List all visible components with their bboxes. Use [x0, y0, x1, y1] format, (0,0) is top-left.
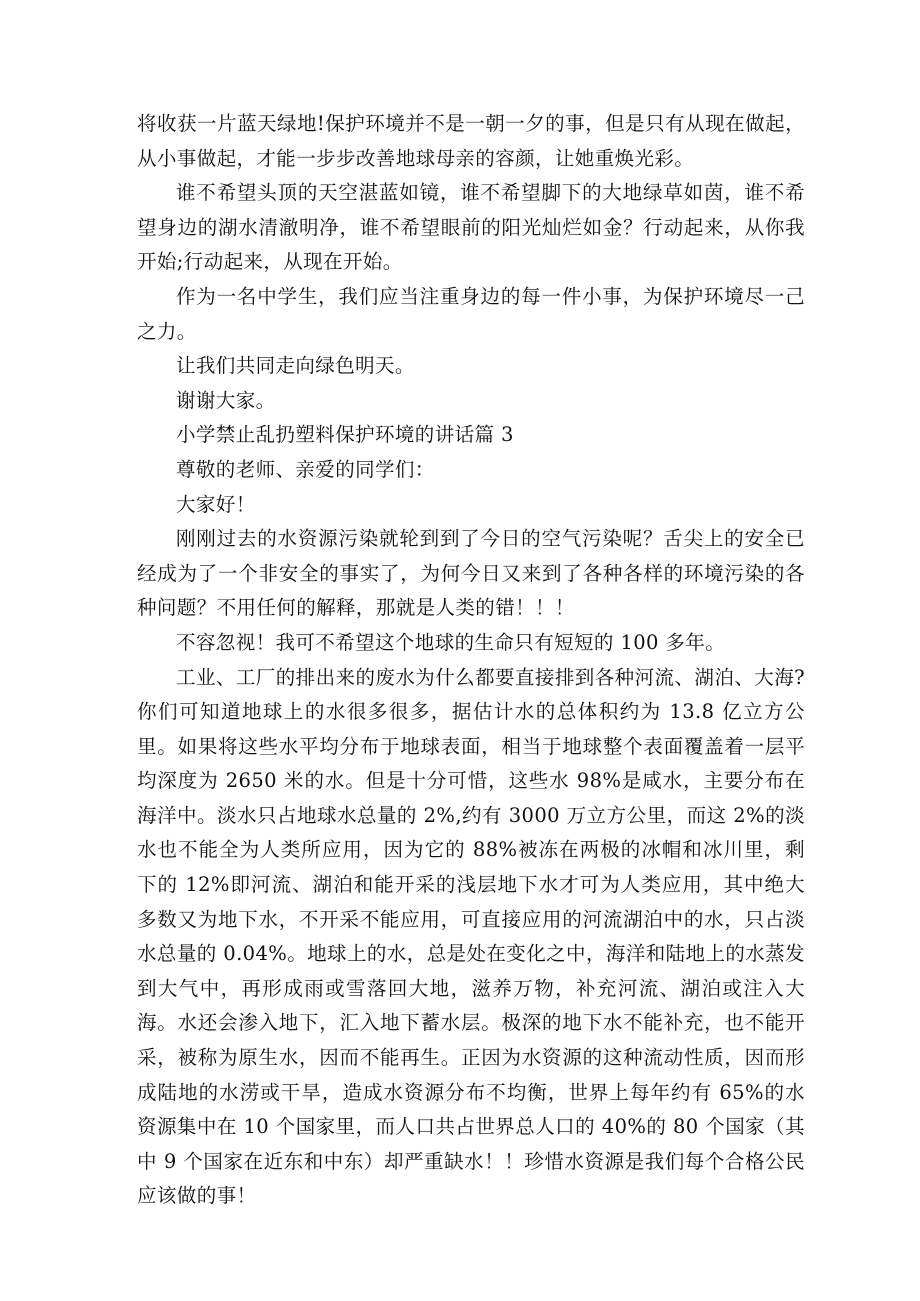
salutation: 尊敬的老师、亲爱的同学们： — [176, 457, 435, 481]
paragraph-10: 不容忽视！我可不希望这个地球的生命只有短短的 100 多年。 — [176, 630, 726, 654]
document-body — [137, 107, 805, 1214]
paragraph-11: 工业、工厂的排出来的废水为什么都要直接排到各种河流、湖泊、大海?你们可知道地球上的水很多很多，据估计水的总体积约为 13.8 亿立方公里。如果将这些水平均分布于地球表面，相当于地球整个表面覆盖着一层平均深度为 2650 米的水。但是十分可惜，这些水 98%是咸水，主要分布在海洋中。淡水只占地球水总量的 2%,约有 3000 万立方公里，而这 2%的淡水也不能全为人类所应用，因为它的 88%被冻在两极的冰帽和冰川里，剩下的 12%即河流、湖泊和能开采的浅层地下水才可为人类应用，其中绝大多数又为地下水，不开采不能应用，可直接应用的河流湖泊中的水，只占淡水总量的 0.04%。地球上的水，总是处在变化之中，海洋和陆地上的水蒸发到大气中，再形成雨或雪落回大地，滋养万物，补充河流、湖泊或注入大海。水还会渗入地下，汇入地下蓄水层。极深的地下水不能补充，也不能开采，被称为原生水，因而不能再生。正因为水资源的这种流动性质，因而形成陆地的水涝或干旱，造成水资源分布不均衡，世界上每年约有 65%的水资源集中在 10 个国家里，而人口共占世界总人口的 40%的 80 个国家（其中 9 个国家在近东和中东）却严重缺水！！珍惜水资源是我们每个合格公民应该做的事！ — [137, 665, 805, 1208]
paragraph-3: 作为一名中学生，我们应当注重身边的每一件小事，为保护环境尽一己之力。 — [137, 284, 805, 343]
greeting: 大家好！ — [176, 492, 256, 516]
paragraph-2: 谁不希望头顶的天空湛蓝如镜，谁不希望脚下的大地绿草如茵，谁不希望身边的湖水清澈明净，谁不希望眼前的阳光灿烂如金？行动起来，从你我开始;行动起来，从现在开始。 — [137, 181, 805, 274]
paragraph-1: 将收获一片蓝天绿地!保护环境并不是一朝一夕的事，但是只有从现在做起，从小事做起，才能一步步改善地球母亲的容颜，让她重焕光彩。 — [137, 112, 805, 170]
paragraph-4: 让我们共同走向绿色明天。 — [176, 354, 415, 378]
paragraph-5: 谢谢大家。 — [176, 388, 276, 412]
paragraph-9: 刚刚过去的水资源污染就轮到到了今日的空气污染呢？舌尖上的安全已经成为了一个非安全的事实了，为何今日又来到了各种各样的环境污染的各种问题？不用任何的解释，那就是人类的错！！！ — [137, 527, 805, 620]
section-heading: 小学禁止乱扔塑料保护环境的讲话篇 3 — [176, 423, 514, 447]
